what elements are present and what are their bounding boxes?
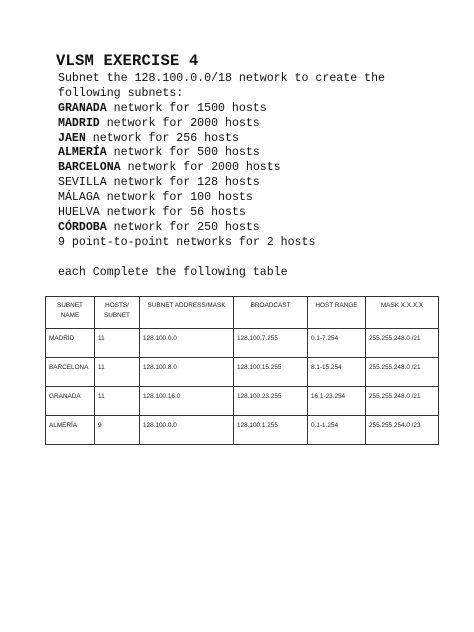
subnet-requirement-item — [58, 191, 385, 206]
subnet-name: SEVILLA — [58, 176, 107, 190]
cell-mask: 255.255.254.0 /23 — [366, 416, 439, 445]
subnet-requirement-item — [58, 132, 385, 147]
subnet-requirement-item — [58, 161, 385, 176]
cell-broadcast: 128.100.1.255 — [234, 416, 308, 445]
cell-mask: 255.255.248.0 /21 — [366, 329, 439, 358]
cell-broadcast: 128.100.15.255 — [234, 358, 308, 387]
header-mask: MASK X.X.X.X — [366, 297, 439, 329]
subnet-name: MÁLAGA — [58, 191, 100, 205]
cell-host-range: 0.1-7.254 — [308, 329, 366, 358]
cell-subnet-name: MADRID — [46, 329, 95, 358]
subnet-requirement-item — [58, 206, 385, 221]
subnet-requirements-list — [58, 102, 385, 251]
cell-subnet-name: GRANADA — [46, 387, 95, 416]
subnet-requirement-text: network for 2000 hosts — [99, 116, 260, 130]
cell-subnet-address: 128.100.0.0 — [140, 329, 234, 358]
intro-line-1: Subnet the 128.100.0.0/18 network to create the — [58, 72, 385, 85]
header-host-range: HOST RANGE — [308, 297, 366, 329]
table-body — [46, 329, 439, 445]
cell-hosts: 11 — [95, 329, 140, 358]
subnet-requirement-item — [58, 236, 385, 251]
cell-subnet-name: BARCELONA — [46, 358, 95, 387]
cell-hosts: 11 — [95, 387, 140, 416]
intro-line-2: following subnets: — [58, 86, 184, 100]
subnet-name: GRANADA — [58, 101, 107, 115]
subnet-requirement-text: network for 2000 hosts — [120, 161, 281, 175]
cell-host-range: 8.1-15.254 — [308, 358, 366, 387]
subnet-requirement-text: network for 250 hosts — [106, 220, 260, 234]
subnet-requirement-item — [58, 102, 385, 117]
header-broadcast: BROADCAST — [234, 297, 308, 329]
cell-subnet-address: 128.100.8.0 — [140, 358, 234, 387]
cell-subnet-name: ALMERÍA — [46, 416, 95, 445]
cell-broadcast: 128.100.23.255 — [234, 387, 308, 416]
subnet-requirement-text: point-to-point networks for 2 hosts — [64, 235, 316, 249]
subnet-name: ALMERÍA — [58, 146, 107, 160]
table-row — [46, 358, 439, 387]
subnet-requirement-text: network for 128 hosts — [106, 176, 260, 190]
cell-mask: 255.255.248.0 /21 — [366, 358, 439, 387]
subnet-name: BARCELONA — [58, 161, 121, 175]
subnet-requirement-item — [58, 146, 385, 161]
table-row — [46, 387, 439, 416]
exercise-title: VLSM EXERCISE 4 — [56, 52, 199, 70]
subnet-name: CÓRDOBA — [58, 220, 107, 234]
cell-subnet-address: 128.100.0.0 — [140, 416, 234, 445]
subnet-requirement-item — [58, 117, 385, 132]
subnet-requirement-text: network for 56 hosts — [99, 206, 246, 220]
table-row — [46, 329, 439, 358]
subnet-requirement-item — [58, 176, 385, 191]
exercise-body — [58, 72, 385, 280]
subnet-requirement-text: network for 1500 hosts — [106, 101, 267, 115]
cell-broadcast: 128.100.7.255 — [234, 329, 308, 358]
table-row — [46, 416, 439, 445]
subnet-name: JAEN — [58, 131, 86, 145]
subnet-name: MADRID — [58, 116, 100, 130]
subnet-requirement-text: network for 256 hosts — [85, 131, 239, 145]
cell-mask: 255.255.248.0 /21 — [366, 387, 439, 416]
cell-hosts: 9 — [95, 416, 140, 445]
cell-subnet-address: 128.100.16.0 — [140, 387, 234, 416]
subnet-name: 9 — [58, 235, 65, 249]
cell-host-range: 0.1-1.254 — [308, 416, 366, 445]
table-header-row — [46, 297, 439, 329]
subnet-requirement-text: network for 100 hosts — [99, 191, 253, 205]
vlsm-table — [45, 296, 439, 445]
header-hosts-subnet: HOSTS/ SUBNET — [95, 297, 140, 329]
subnet-requirement-item — [58, 221, 385, 236]
cell-hosts: 11 — [95, 358, 140, 387]
header-subnet-name: SUBNET NAME — [46, 297, 95, 329]
instruction-text: each Complete the following table — [58, 265, 288, 279]
subnet-requirement-text: network for 500 hosts — [106, 146, 260, 160]
header-subnet-address: SUBNET ADDRESS/MASK — [140, 297, 234, 329]
cell-host-range: 16.1-23.254 — [308, 387, 366, 416]
subnet-name: HUELVA — [58, 206, 100, 220]
